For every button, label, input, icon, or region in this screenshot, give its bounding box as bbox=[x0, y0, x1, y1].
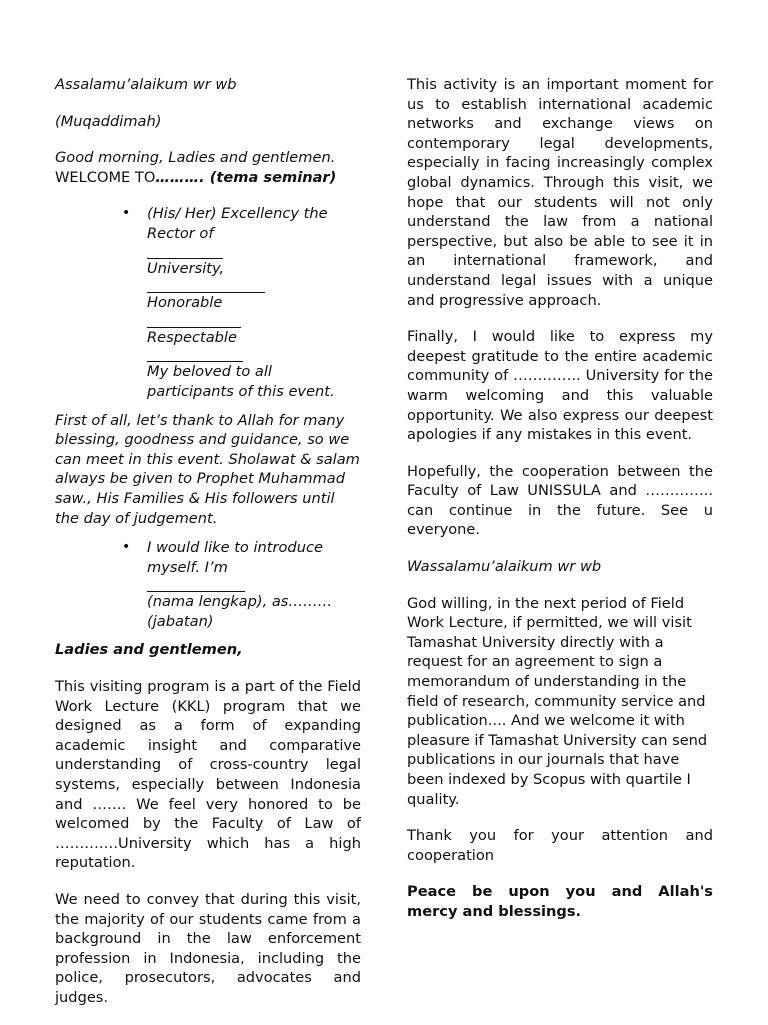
honorific-line: University, bbox=[147, 259, 361, 294]
activity-paragraph: This activity is an important moment for us to establish international academic networks and exchange views on contemporary legal developments, especially in facing increasingly complex global dynamics. Through this visit, we hope that our students will not only understand the law from a national perspective, but also be able to see it in an international framework, and understand legal issues with a unique and progressive approach. bbox=[407, 76, 713, 309]
left-column bbox=[55, 75, 361, 1025]
introduction-line: myself. I’m bbox=[147, 558, 361, 593]
blank-line bbox=[147, 313, 241, 328]
honorific-line: My beloved to all bbox=[147, 363, 272, 381]
opening-greeting: Assalamu’alaikum wr wb bbox=[55, 76, 237, 93]
next-period-paragraph: God willing, in the next period of Field Work Lecture, if permitted, we will visit Tamashat University directly with a request for an agreement to sign a memorandum of understanding in the field of research, community service and publication.... And we welcome it with pleasure if Tamashat University can send publications in our journals that have been indexed by Scopus with quartile I quality. bbox=[407, 594, 708, 808]
introduction-line: I would like to introduce bbox=[147, 539, 323, 557]
honorific-line: Rector of bbox=[147, 224, 361, 259]
blank-line bbox=[147, 278, 265, 293]
peace-paragraph: Peace be upon you and Allah's mercy and blessings. bbox=[407, 883, 713, 920]
blank-line bbox=[147, 244, 223, 259]
right-column bbox=[407, 75, 713, 939]
closing-greeting: Wassalamu’alaikum wr wb bbox=[407, 558, 602, 576]
introduction-line: (jabatan) bbox=[147, 612, 214, 630]
honorific-line: (His/ Her) Excellency the bbox=[147, 205, 328, 223]
thanks-paragraph: First of all, let’s thank to Allah for many blessing, goodness and guidance, so we can meet in this event. Sholawat & salam always be given to Prophet Muhammad saw., His Families & His followers until the day of judgement. bbox=[55, 411, 360, 527]
welcome-paragraph bbox=[55, 148, 361, 187]
welcome-theme: (tema seminar) bbox=[204, 168, 337, 186]
cooperation-paragraph: Hopefully, the cooperation between the Faculty of Law UNISSULA and ………….. can continue in the future. See u everyone. bbox=[407, 462, 713, 539]
muqaddimah-label: (Muqaddimah) bbox=[55, 112, 162, 130]
honorific-line: Honorable bbox=[147, 293, 361, 328]
good-morning-line: Good morning, Ladies and gentlemen. bbox=[55, 149, 336, 167]
honorific-line: participants of this event. bbox=[147, 382, 335, 400]
honorific-line: Respectable bbox=[147, 328, 361, 363]
bullet-glyph: • bbox=[122, 205, 131, 222]
visiting-program-paragraph: This visiting program is a part of the Field Work Lecture (KKL) program that we designed as a form of expanding academic insight and comparative understanding of cross-country legal systems, especially between Indonesia and ……. We feel very honored to be welcomed by the Faculty of Law of ………….University which has a high reputation. bbox=[55, 678, 361, 872]
introduction-list bbox=[55, 538, 361, 631]
gratitude-paragraph: Finally, I would like to express my deepest gratitude to the entire academic community of ………….. University for the warm welcoming and this valuable opportunity. We also express our deepest apologies if any mistakes in this event. bbox=[407, 328, 713, 444]
students-background-paragraph: We need to convey that during this visit, the majority of our students came from a background in the law enforcement profession in Indonesia, including the police, prosecutors, advocates and judges. bbox=[55, 891, 361, 1006]
bullet-glyph: • bbox=[122, 539, 131, 556]
welcome-dots: ………. bbox=[155, 168, 205, 186]
blank-line bbox=[147, 577, 245, 592]
blank-line bbox=[147, 347, 243, 362]
honorifics-list bbox=[55, 204, 361, 401]
ladies-heading: Ladies and gentlemen, bbox=[55, 641, 243, 659]
introduction-line: (nama lengkap), as……… bbox=[147, 593, 333, 611]
thank-you-paragraph: Thank you for your attention and cooperation bbox=[407, 827, 713, 864]
welcome-prefix: WELCOME TO bbox=[55, 168, 156, 186]
